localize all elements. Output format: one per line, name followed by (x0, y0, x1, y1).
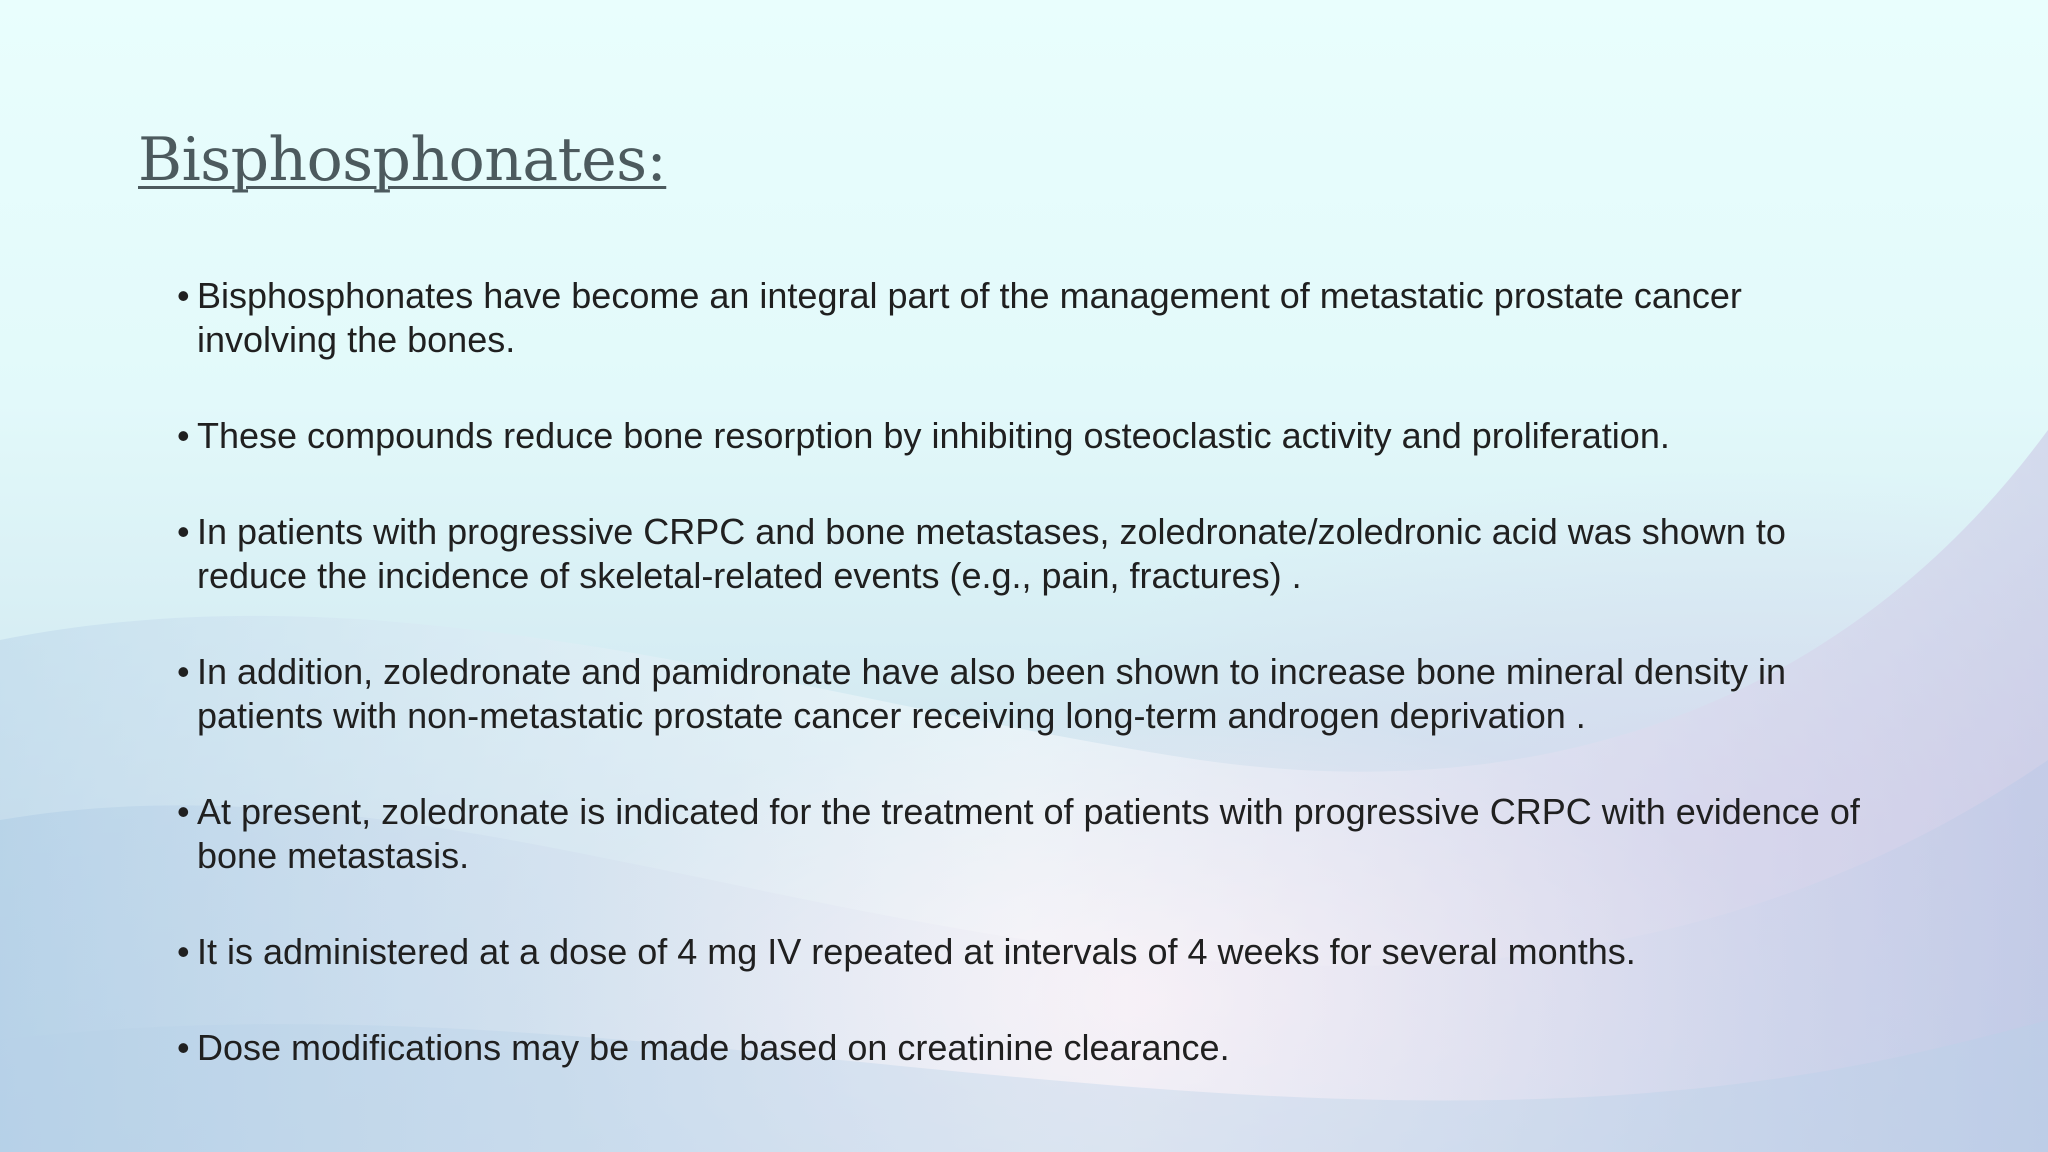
bullet-text: It is administered at a dose of 4 mg IV repeated at intervals of 4 weeks for several months. (197, 931, 1636, 972)
bullet-marker: • (177, 1027, 190, 1068)
bullet-marker: • (177, 931, 190, 972)
bullet-text: These compounds reduce bone resorption by inhibiting osteoclastic activity and proliferation. (197, 415, 1670, 456)
bullet-item (177, 930, 1880, 974)
bullet-item (177, 274, 1880, 362)
bullet-item (177, 1026, 1880, 1070)
bullet-text: In addition, zoledronate and pamidronate have also been shown to increase bone mineral density in patients with non-metastatic prostate cancer receiving long-term androgen deprivation . (197, 651, 1787, 736)
bullet-marker: • (177, 791, 190, 832)
bullet-item (177, 510, 1880, 598)
bullet-text: At present, zoledronate is indicated for the treatment of patients with progressive CRPC with evidence of bone metastasis. (197, 791, 1860, 876)
bullet-item (177, 650, 1880, 738)
bullet-text: Dose modifications may be made based on creatinine clearance. (197, 1027, 1230, 1068)
bullet-marker: • (177, 511, 190, 552)
bullet-marker: • (177, 415, 190, 456)
bullet-item (177, 790, 1880, 878)
bullet-text: Bisphosphonates have become an integral part of the management of metastatic prostate cancer involving the bones. (197, 275, 1742, 360)
slide-title: Bisphosphonates: (138, 125, 667, 195)
bullet-list (177, 274, 1880, 1122)
bullet-marker: • (177, 275, 190, 316)
bullet-marker: • (177, 651, 190, 692)
bullet-text: In patients with progressive CRPC and bone metastases, zoledronate/zoledronic acid was shown to reduce the incidence of skeletal-related events (e.g., pain, fractures) . (197, 511, 1786, 596)
bullet-item (177, 414, 1880, 458)
